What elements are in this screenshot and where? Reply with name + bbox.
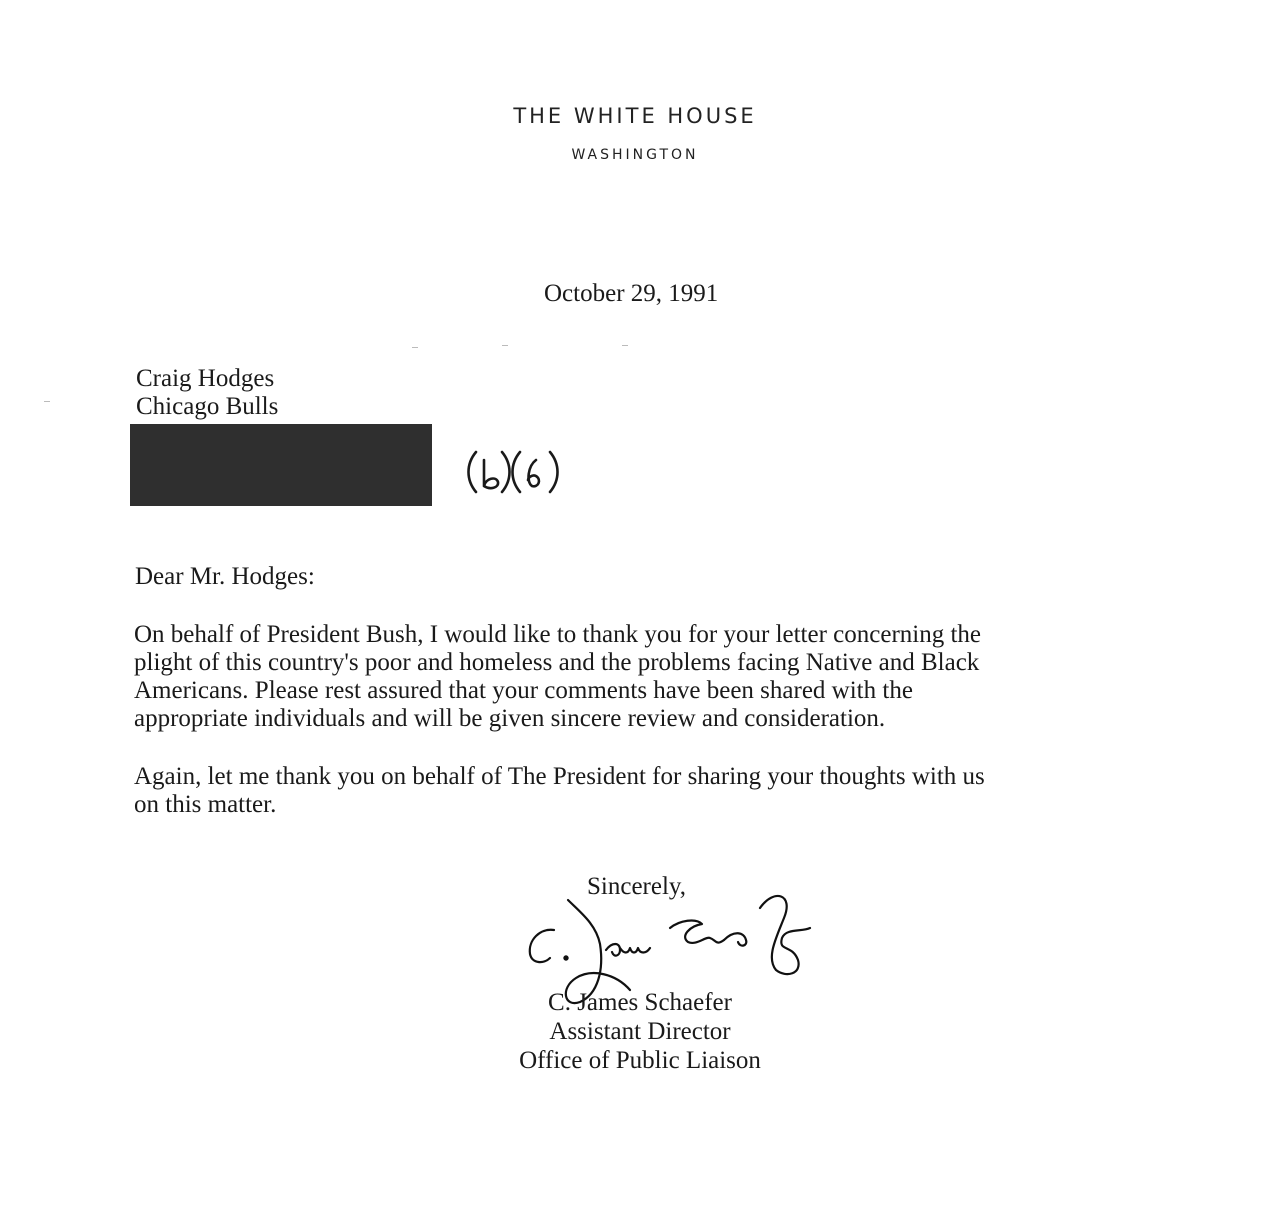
body-paragraph-2 <box>134 763 1154 819</box>
digit-6 <box>528 460 539 486</box>
paragraph-line: plight of this country's poor and homeless and the problems facing Native and Black <box>134 649 980 676</box>
scan-speck <box>502 345 508 346</box>
signature-block <box>0 988 1280 1075</box>
paren-open-1 <box>469 452 477 492</box>
signer-name: C. James Schaefer <box>548 989 732 1016</box>
paren-close-1 <box>502 452 510 492</box>
exemption-handwriting <box>462 446 566 496</box>
recipient-organization: Chicago Bulls <box>136 393 279 420</box>
signer-title: Assistant Director <box>549 1018 731 1045</box>
paragraph-line: Again, let me thank you on behalf of The President for sharing your thoughts with us <box>134 763 985 790</box>
letter-b <box>484 460 498 488</box>
paragraph-line: Americans. Please rest assured that your comments have been shared with the <box>134 677 913 704</box>
redaction-block <box>130 424 432 506</box>
letterhead-subtitle: WASHINGTON <box>571 147 699 163</box>
paragraph-line: On behalf of President Bush, I would like to thank you for your letter concerning the <box>134 621 982 648</box>
paren-close-2 <box>550 452 558 492</box>
paren-open-2 <box>513 452 521 492</box>
paragraph-line: appropriate individuals and will be given sincere review and consideration. <box>134 705 886 732</box>
letter-date: October 29, 1991 <box>544 280 719 307</box>
scan-speck <box>412 347 418 348</box>
scan-speck <box>622 345 628 346</box>
salutation: Dear Mr. Hodges: <box>135 563 315 590</box>
scan-speck <box>44 401 50 402</box>
body-paragraph-1 <box>134 621 1154 733</box>
letterhead-title: THE WHITE HOUSE <box>513 104 757 128</box>
closing: Sincerely, <box>587 873 687 900</box>
signer-office: Office of Public Liaison <box>519 1047 761 1074</box>
recipient-name: Craig Hodges <box>136 365 275 392</box>
paragraph-line: on this matter. <box>134 791 277 818</box>
